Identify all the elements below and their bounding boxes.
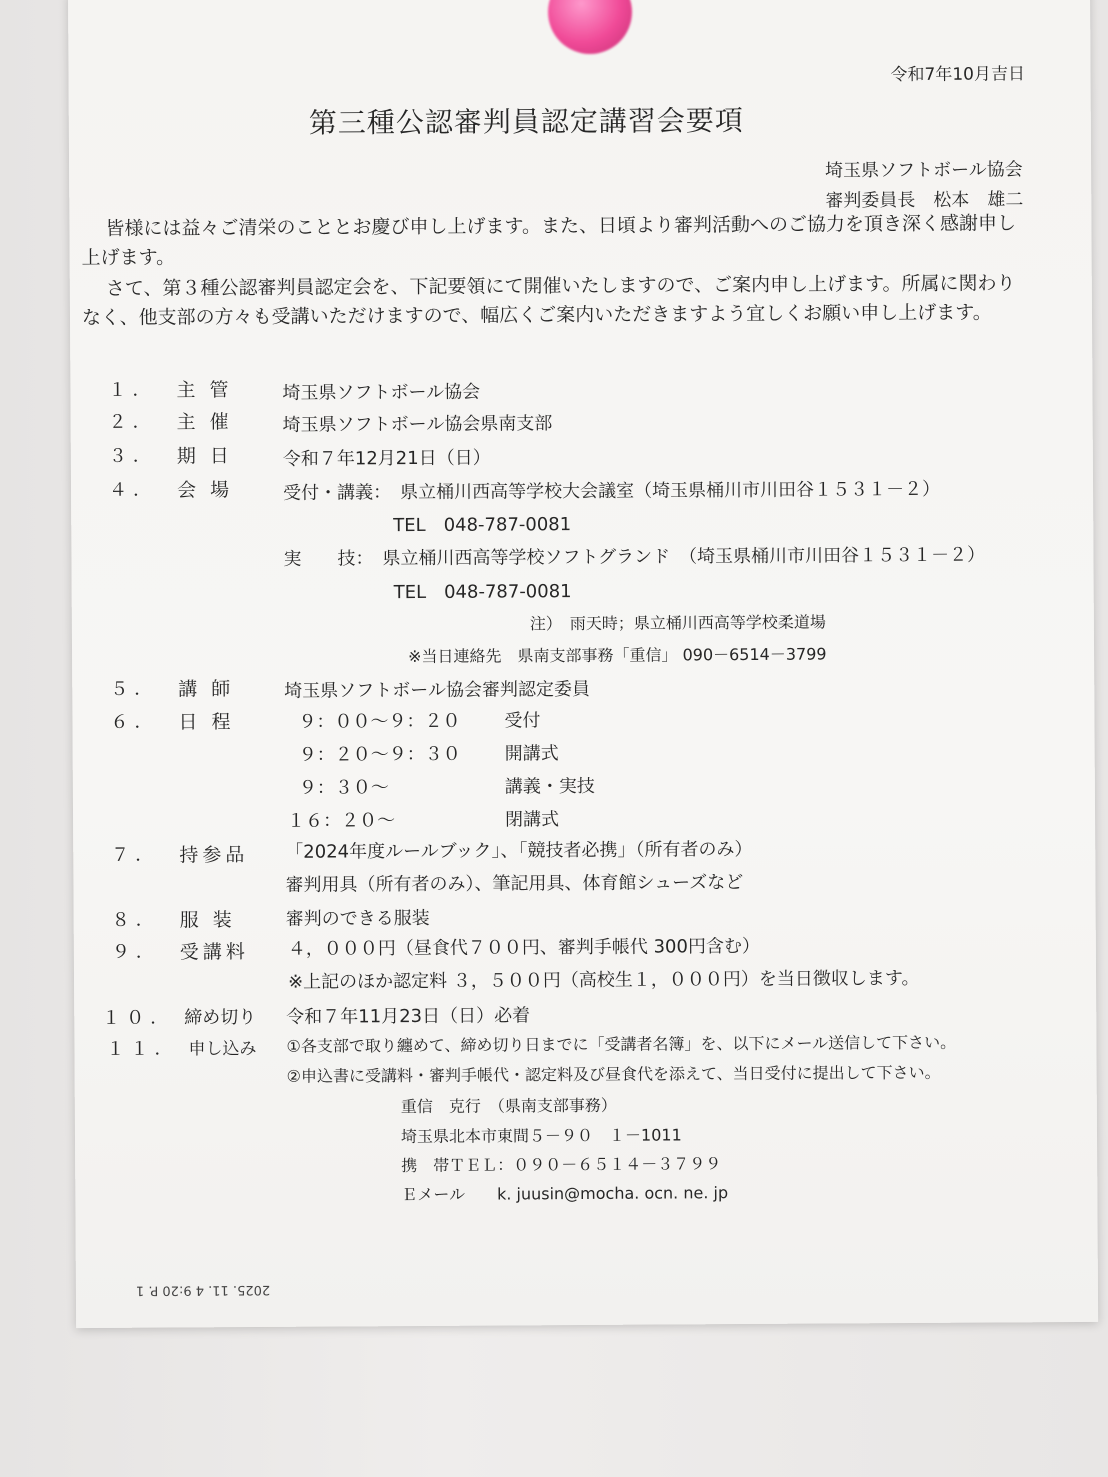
apply-line-2: ②申込書に受講料・審判手帳代・認定料及び昼食代を添えて、当日受付に提出して下さい。: [286, 1062, 941, 1086]
schedule-time: ９：３０～: [298, 777, 389, 799]
item-value: 令和７年11月23日（日）必着: [286, 1005, 531, 1028]
schedule-time: ９：２０～９：３０: [298, 743, 461, 766]
item-label: 服装: [179, 909, 246, 932]
schedule-event: 講義・実技: [504, 775, 595, 798]
venue-tel-2: TEL 048-787-0081: [393, 581, 572, 604]
item-value: ①各支部で取り纏めて、締め切り日までに「受講者名簿」を、以下にメール送信して下さい。: [286, 1032, 957, 1056]
item-label: 主管: [176, 379, 243, 402]
fax-footer: 2025. 11. 4 9:20 P. 1: [135, 1281, 271, 1298]
paper-sheet: [68, 0, 1098, 1328]
item-number: ２．: [108, 411, 157, 433]
item-value: 埼玉県ソフトボール協会: [282, 381, 481, 404]
item-number: ７．: [111, 844, 160, 866]
item-number: ３．: [108, 445, 157, 467]
contact-email: Ｅメール k. juusin@mocha. ocn. ne. jp: [401, 1183, 729, 1205]
item-label: 期日: [176, 445, 243, 468]
item-label: 主催: [176, 411, 243, 434]
item-label: 持参品: [179, 844, 249, 867]
item-value: 埼玉県ソフトボール協会審判認定委員: [284, 678, 590, 702]
item-number: ９．: [111, 941, 160, 963]
item-number: ４．: [108, 479, 158, 501]
item-number: １．: [108, 379, 157, 401]
item-value: ４，０００円（昼食代７００円、審判手帳代 300円含む）: [287, 935, 760, 960]
contact-address: 埼玉県北本市東間５－９０ １－1011: [400, 1125, 682, 1147]
venue-rain-note: 注） 雨天時；県立桶川西高等学校柔道場: [529, 612, 826, 634]
schedule-time: １６：２０～: [287, 810, 396, 832]
document-title: 第三種公認審判員認定講習会要項: [308, 103, 744, 140]
item-value: 審判のできる服装: [285, 907, 430, 930]
contact-phone: 携 帯ＴＥＬ：０９０－６５１４－３７９９: [401, 1154, 722, 1176]
item-value: 「2024年度ルールブック」、「競技者必携」（所有者のみ）: [285, 838, 753, 863]
item-value: 令和７年12月21日（日）: [282, 447, 491, 470]
fee-note: ※上記のほか認定料 ３，５００円（高校生１，０００円）を当日徴収します。: [287, 967, 920, 993]
issuer-chair: 審判委員長 松本 雄二: [825, 189, 1024, 212]
document-date: 令和7年10月吉日: [890, 64, 1026, 86]
contact-name: 重信 克行 （県南支部事務）: [400, 1095, 617, 1117]
belongings-line-2: 審判用具（所有者のみ）、筆記用具、体育館シューズなど: [285, 872, 744, 896]
item-label: 会場: [176, 479, 244, 502]
venue-tel-1: TEL 048-787-0081: [393, 514, 572, 537]
item-number: ５．: [110, 678, 159, 700]
schedule-event: 開講式: [504, 743, 559, 765]
item-value: 受付・講義： 県立桶川西高等学校大会議室（埼玉県桶川市川田谷１５３１－２）: [283, 478, 941, 504]
venue-contact: ※当日連絡先 県南支部事務「重信」 090－6514－3799: [408, 644, 827, 667]
item-label: 講師: [178, 678, 245, 701]
item-label: 締め切り: [184, 1006, 257, 1029]
item-number: ６．: [110, 711, 159, 733]
item-label: 申し込み: [188, 1038, 257, 1060]
item-number: １０．: [102, 1007, 175, 1029]
item-label: 日程: [178, 711, 245, 734]
greeting-paragraph: 皆様には益々ご清栄のこととお慶び申し上げます。また、日頃より審判活動へのご協力を頂き深く感謝申し上げます。: [81, 212, 1016, 270]
intro-paragraph: さて、第３種公認審判員認定会を、下記要領にて開催いたしますので、ご案内申し上げます。所属に関わりなく、他支部の方々も受講いただけますので、幅広くご案内いただきますよう宜しくお願い申し上げます。: [81, 272, 1016, 330]
item-value: 埼玉県ソフトボール協会県南支部: [282, 413, 553, 436]
item-number: １１．: [106, 1038, 179, 1060]
schedule-event: 閉講式: [505, 809, 560, 831]
venue-practice: 実 技： 県立桶川西高等学校ソフトグランド （埼玉県桶川市川田谷１５３１－２）: [283, 544, 986, 570]
schedule-event: 受付: [504, 710, 541, 732]
item-label: 受講料: [179, 941, 249, 964]
issuer-organization: 埼玉県ソフトボール協会: [825, 159, 1023, 182]
schedule-time: ９：００～９：２０: [298, 710, 461, 733]
item-number: ８．: [111, 909, 160, 931]
